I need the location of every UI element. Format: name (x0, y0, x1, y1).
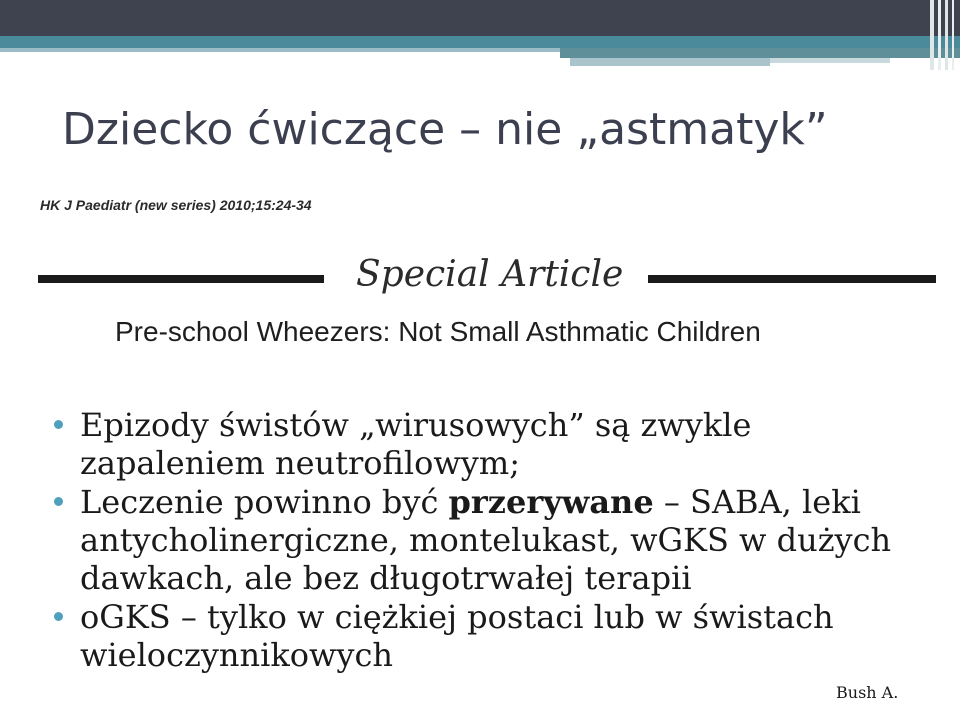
bullet-item (54, 483, 934, 597)
bullet-dot-icon (54, 612, 63, 621)
bullet-emphasis: przerywane (448, 483, 654, 521)
bullet-line: zapaleniem neutrofilowym; (80, 444, 520, 482)
article-section: Special Article (356, 254, 624, 295)
bullet-text: – SABA, leki (653, 483, 861, 521)
bullet-line: Epizody świstów „wirusowych” są zwykle (80, 406, 752, 444)
article-title: Pre-school Wheezers: Not Small Asthmatic Children (115, 316, 761, 347)
bullet-dot-icon (54, 497, 63, 506)
bullet-list (54, 406, 934, 675)
slide-title: Dziecko ćwiczące – nie „astmatyk” (62, 104, 828, 155)
rule-right (648, 275, 936, 283)
rule-left (38, 275, 324, 283)
bullet-dot-icon (54, 420, 63, 429)
bullet-text: Leczenie powinno być (80, 483, 449, 521)
bullet-line: oGKS – tylko w ciężkiej postaci lub w świstach (80, 598, 834, 636)
citation: Bush A. (836, 683, 899, 702)
bullet-line (80, 483, 934, 521)
header-decoration (0, 0, 960, 70)
bullet-line: antycholinergiczne, montelukast, wGKS w dużych (80, 521, 892, 559)
bullet-item (54, 598, 934, 674)
journal-reference: HK J Paediatr (new series) 2010;15:24-34 (40, 197, 312, 213)
bullet-line: wieloczynnikowych (80, 636, 394, 674)
bullet-item (54, 406, 934, 482)
bullet-line: dawkach, ale bez długotrwałej terapii (80, 559, 692, 597)
